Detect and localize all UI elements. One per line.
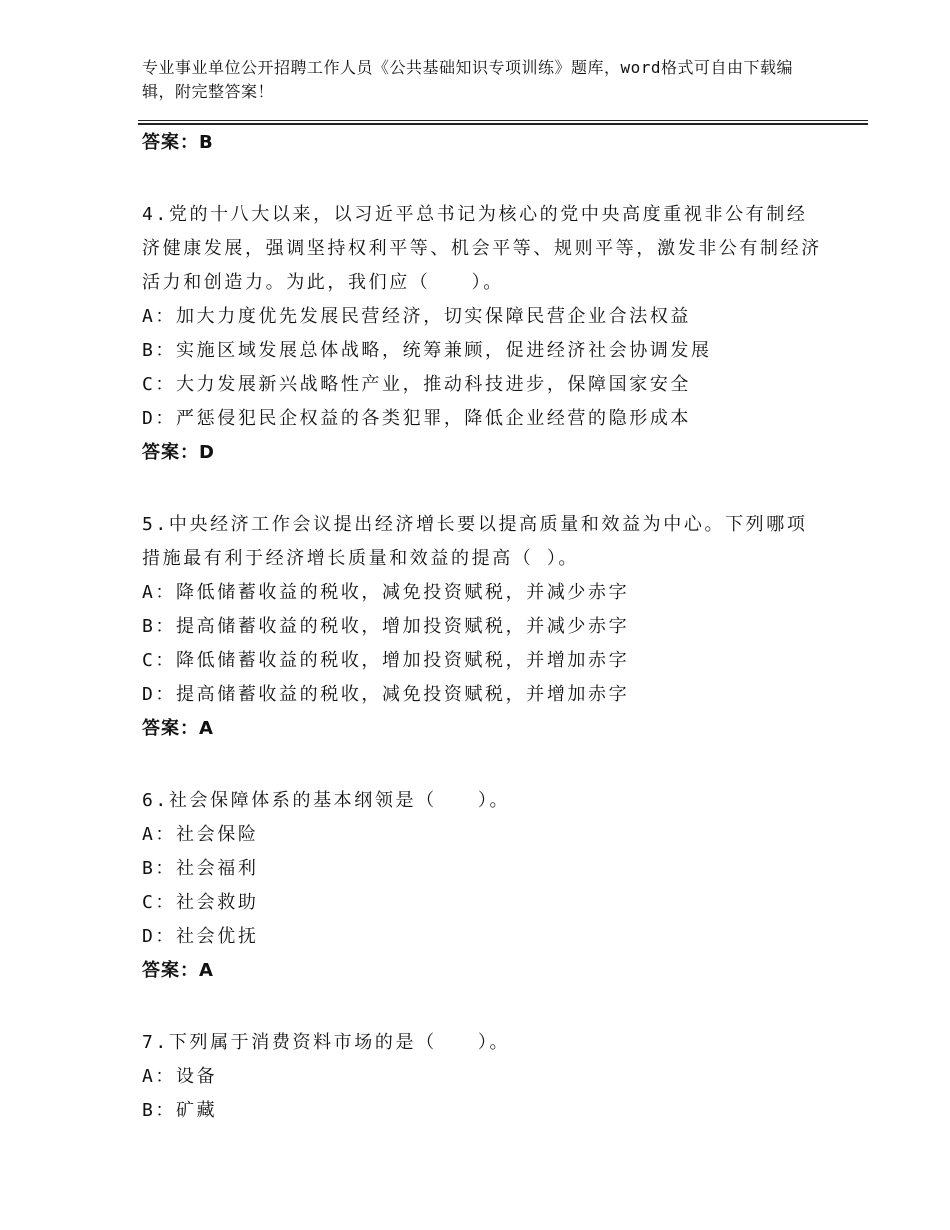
option-b: B：社会福利: [142, 858, 259, 879]
answer-label: 答案：B: [142, 132, 214, 153]
option-a: A：社会保险: [142, 824, 259, 845]
header-rule-thick: [138, 123, 868, 125]
option-c: C：大力发展新兴战略性产业，推动科技进步，保障国家安全: [142, 374, 692, 395]
option-d: D：提高储蓄收益的税收，减免投资赋税，并增加赤字: [142, 684, 630, 705]
question-text: 4.党的十八大以来，以习近平总书记为核心的党中央高度重视非公有制经济健康发展，强调坚持权利平等、机会平等、规则平等，激发非公有制经济活力和创造力。为此，我们应（ ）。: [142, 204, 822, 293]
answer-label: 答案：D: [142, 442, 215, 463]
option-a: A：降低储蓄收益的税收，减免投资赋税，并减少赤字: [142, 582, 630, 603]
question-text: 7.下列属于消费资料市场的是（ ）。: [142, 1032, 511, 1053]
option-c: C：降低储蓄收益的税收，增加投资赋税，并增加赤字: [142, 650, 630, 671]
question-7: [142, 1026, 822, 1128]
option-d: D：严惩侵犯民企权益的各类犯罪，降低企业经营的隐形成本: [142, 408, 692, 429]
option-d: D：社会优抚: [142, 926, 259, 947]
option-a: A：设备: [142, 1066, 218, 1087]
answer-label: 答案：A: [142, 960, 214, 981]
question-text: 6.社会保障体系的基本纲领是（ ）。: [142, 790, 511, 811]
option-c: C：社会救助: [142, 892, 259, 913]
question-4: [142, 198, 822, 470]
header-rule-thin: [138, 120, 868, 121]
option-a: A：加大力度优先发展民营经济，切实保障民营企业合法权益: [142, 306, 692, 327]
question-5: [142, 508, 822, 746]
option-b: B：实施区域发展总体战略，统筹兼顾，促进经济社会协调发展: [142, 340, 712, 361]
question-text: 5.中央经济工作会议提出经济增长要以提高质量和效益为中心。下列哪项措施最有利于经济增长质量和效益的提高（ ）。: [142, 514, 808, 569]
document-content: [142, 126, 822, 1128]
question-6: [142, 784, 822, 988]
option-b: B：矿藏: [142, 1100, 218, 1121]
option-b: B：提高储蓄收益的税收，增加投资赋税，并减少赤字: [142, 616, 630, 637]
page-header: 专业事业单位公开招聘工作人员《公共基础知识专项训练》题库，word格式可自由下载编辑，附完整答案！: [142, 58, 794, 101]
answer-label: 答案：A: [142, 718, 214, 739]
